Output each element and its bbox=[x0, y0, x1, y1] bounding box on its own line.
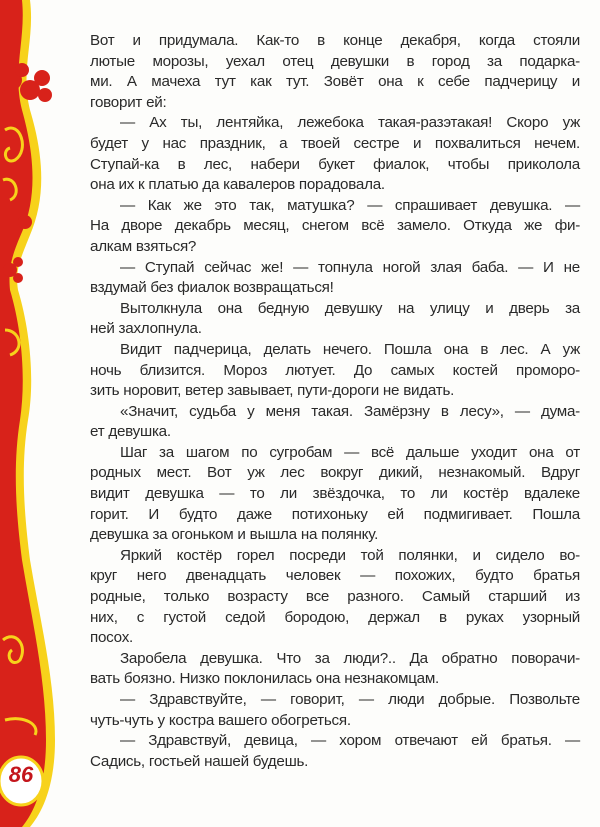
text-line: круг него двенадцать человек — похожих, будто братья bbox=[90, 567, 580, 585]
text-line: Видит падчерица, делать нечего. Пошла она в лес. А уж bbox=[120, 340, 580, 358]
text-line: — Ступай сейчас же! — топнула ногой злая баба. — И не bbox=[120, 258, 580, 276]
text-line: Шаг за шагом по сугробам — всё дальше уходит она от bbox=[120, 443, 580, 461]
text-line: На дворе декабрь месяц, снегом всё замело. Откуда же фи- bbox=[90, 217, 580, 235]
text-line: горит. И будто даже потихоньку ей подмигивает. Пошла bbox=[90, 505, 580, 523]
text-line: чуть-чуть у костра вашего обогреться. bbox=[90, 711, 351, 729]
text-line: ми. А мачеха тут как тут. Зовёт она к себе падчерицу и bbox=[90, 73, 580, 91]
text-line: она их к платью да кавалеров порадовала. bbox=[90, 176, 385, 194]
text-line: родных мест. Вот уж лес вокруг дикий, незнакомый. Вдруг bbox=[90, 464, 580, 482]
text-line: будет у нас праздник, а твоей сестре и похвалиться нечем. bbox=[90, 134, 580, 152]
text-line: них, с густой седой бородою, держал в руках узорный bbox=[90, 608, 580, 626]
text-line: Ступай-ка в лес, набери букет фиалок, чтобы приколола bbox=[90, 155, 580, 173]
text-line: Яркий костёр горел посреди той полянки, и сидело во- bbox=[120, 546, 580, 564]
text-line: видит девушка — то ли звёздочка, то ли костёр вдалеке bbox=[90, 485, 580, 503]
text-line: вздумай без фиалок возвращаться! bbox=[90, 279, 334, 297]
text-line: Вот и придумала. Как-то в конце декабря, когда стояли bbox=[90, 32, 580, 49]
page-number: 86 bbox=[8, 762, 34, 787]
text-line: — Здравствуй, девица, — хором отвечают ей братья. — bbox=[120, 732, 580, 750]
text-line: лютые морозы, уехал отец девушки в город за подарка- bbox=[90, 52, 580, 70]
text-line: говорит ей: bbox=[90, 93, 167, 111]
text-line: вать боязно. Низко поклонилась она незнакомцам. bbox=[90, 670, 440, 688]
text-line: Вытолкнула она бедную девушку на улицу и дверь за bbox=[120, 299, 580, 317]
text-line: — Здравствуйте, — говорит, — люди добрые. Позвольте bbox=[120, 691, 580, 708]
text-line: родные, только возрасту все разного. Самый старший из bbox=[90, 588, 580, 606]
text-line: Садись, гостьей нашей будешь. bbox=[90, 752, 309, 770]
text-line: девушка за огоньком и вышла на полянку. bbox=[90, 526, 379, 544]
text-line: зить норовит, ветер завывает, пути-дороги не видать. bbox=[90, 382, 455, 400]
text-line: — Как же это так, матушка? — спрашивает девушка. — bbox=[120, 196, 580, 214]
text-line: ночь близится. Мороз лютует. До самых костей проморо- bbox=[90, 361, 580, 379]
text-line: — Ах ты, лентяйка, лежебока такая-разэтакая! Скоро уж bbox=[120, 114, 580, 132]
text-line: алкам взяться? bbox=[90, 237, 197, 255]
story-text bbox=[90, 31, 580, 772]
text-line: посох. bbox=[90, 629, 134, 647]
text-line: ней захлопнула. bbox=[90, 320, 202, 338]
text-line: Заробела девушка. Что за люди?.. Да обратно поворачи- bbox=[120, 649, 580, 667]
text-line: «Значит, судьба у меня такая. Замёрзну в лесу», — дума- bbox=[120, 402, 580, 420]
ornamental-border bbox=[0, 0, 90, 827]
text-line: ет девушка. bbox=[90, 423, 171, 441]
